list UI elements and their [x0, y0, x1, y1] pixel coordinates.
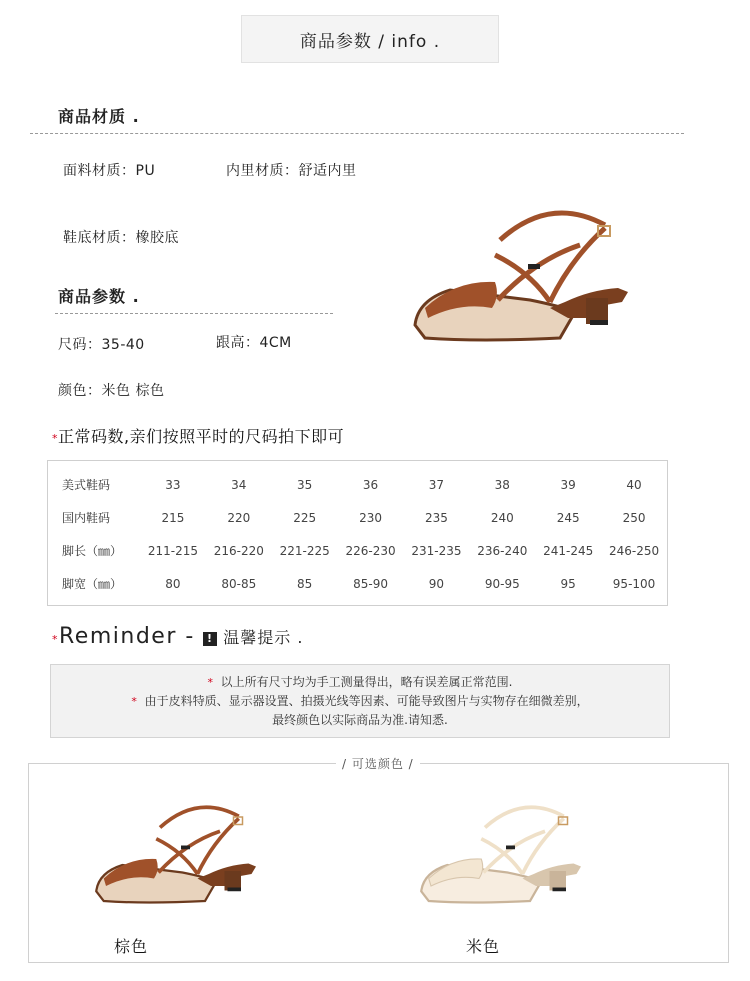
heel-field: 跟高：4CM — [216, 335, 292, 351]
params-divider — [55, 313, 333, 314]
table-cell: 90 — [428, 576, 445, 591]
reminder-title: Reminder - — [59, 624, 204, 649]
table-cell: 35 — [297, 477, 313, 492]
table-cell: 250 — [622, 510, 646, 525]
hero-sandal-image — [400, 190, 640, 350]
color-option-beige[interactable]: 米色 — [466, 937, 501, 956]
table-cell: 95-100 — [612, 576, 656, 591]
table-cell: 80-85 — [221, 576, 257, 591]
table-cell: 221-225 — [279, 543, 330, 558]
table-cell: 236-240 — [477, 543, 528, 558]
sandal-illustration — [421, 807, 581, 902]
table-cell: 226-230 — [345, 543, 396, 558]
size-field: 尺码：35-40 — [58, 337, 145, 353]
table-cell: 90-95 — [484, 576, 520, 591]
table-cell: 85-90 — [353, 576, 388, 591]
table-cell: 230 — [359, 510, 383, 525]
color-field: 颜色：米色 棕色 — [58, 383, 165, 399]
note-line-3: 最终颜色以实际商品为准.请知悉. — [272, 713, 448, 727]
brown-sandal-image — [75, 790, 275, 910]
table-cell: 235 — [424, 510, 448, 525]
table-row — [48, 468, 667, 501]
sandal-illustration — [415, 213, 628, 340]
fabric-field: 面料材质：PU — [63, 163, 156, 179]
table-cell: 85 — [297, 576, 313, 591]
table-cell: 220 — [227, 510, 251, 525]
table-row — [48, 534, 667, 567]
color-option-brown[interactable]: 棕色 — [114, 937, 149, 956]
note-text: 以上所有尺寸均为手工测量得出，略有误差属正常范围. — [220, 675, 513, 689]
table-cell: 215 — [161, 510, 185, 525]
reminder-subtitle: 温馨提示 . — [223, 628, 304, 647]
table-cell: 38 — [494, 477, 510, 492]
lining-field: 内里材质：舒适内里 — [226, 163, 357, 179]
table-cell: 37 — [428, 477, 445, 492]
table-cell: 245 — [556, 510, 580, 525]
material-title: 商品材质 . — [58, 107, 140, 126]
size-table — [47, 460, 668, 606]
note-star: * — [207, 676, 214, 689]
table-cell: 40 — [626, 477, 642, 492]
notice-text: 正常码数,亲们按照平时的尺码拍下即可 — [58, 427, 345, 446]
reminder-star: * — [52, 633, 59, 646]
row-label: 脚长（㎜） — [62, 544, 123, 558]
colors-title: / 可选颜色 / — [336, 755, 420, 772]
beige-sandal-image — [400, 790, 600, 910]
material-divider — [30, 133, 684, 134]
table-cell: 33 — [165, 477, 181, 492]
table-cell: 225 — [293, 510, 317, 525]
sandal-illustration — [96, 807, 256, 902]
table-cell: 80 — [165, 576, 181, 591]
table-cell: 240 — [490, 510, 514, 525]
sole-field: 鞋底材质：橡胶底 — [63, 230, 179, 246]
note-line-2 — [51, 692, 669, 711]
row-label: 国内鞋码 — [62, 511, 111, 525]
table-cell: 211-215 — [147, 543, 198, 558]
table-cell: 95 — [560, 576, 576, 591]
table-cell: 39 — [560, 477, 576, 492]
size-table-grid — [48, 468, 667, 600]
table-row — [48, 501, 667, 534]
header-tab — [241, 15, 499, 63]
table-cell: 246-250 — [608, 543, 660, 558]
header-title: 商品参数 / info . — [299, 31, 441, 52]
table-row — [48, 567, 667, 600]
warning-icon: ! — [203, 632, 217, 646]
size-notice — [52, 424, 344, 447]
table-cell: 34 — [231, 477, 247, 492]
row-label: 脚宽（㎜） — [62, 577, 123, 591]
reminder-heading — [52, 624, 303, 649]
note-star: * — [131, 695, 137, 708]
notice-star: * — [52, 432, 58, 445]
table-cell: 36 — [362, 477, 379, 492]
table-cell: 241-245 — [543, 543, 594, 558]
params-title: 商品参数 . — [58, 287, 140, 306]
row-label: 美式鞋码 — [62, 478, 111, 492]
note-text: 由于皮料特质、显示器设置、拍摄光线等因素、可能导致图片与实物存在细微差别， — [144, 694, 589, 708]
note-line-1 — [51, 673, 669, 692]
table-cell: 216-220 — [213, 543, 264, 558]
table-cell: 231-235 — [411, 543, 462, 558]
reminder-notes — [50, 664, 670, 738]
